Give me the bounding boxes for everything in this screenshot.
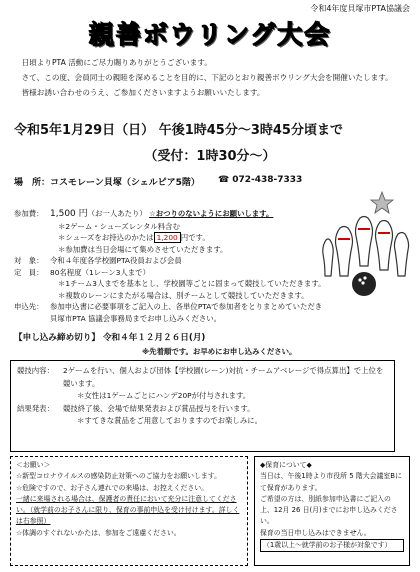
target-label: 対 象： <box>14 256 44 265</box>
intro-line: さて、この度、会員同士の親睦を深めることを目的に、下記のとおり親善ボウリング大会を開催いたします。 <box>21 73 393 82</box>
competition-rules <box>10 360 395 452</box>
content-value: 2ゲームを行い、個人および団体【学校園(レーン)対抗・チームアベレージで得点算出】で上位を競います。 <box>63 366 384 388</box>
result-row <box>17 403 388 416</box>
capacity-note: ＊複数のレーンにまたがる場合は、別チームとして競技していただきます。 <box>58 290 309 300</box>
fee-item: ＊参加費は当日会場にて集めさせていただきます。 <box>58 244 228 254</box>
notice-box <box>10 456 248 566</box>
childcare-box <box>254 456 410 566</box>
target-value: 令和４年度各学校園PTA役員および会員 <box>50 256 182 265</box>
capacity-row <box>14 267 334 279</box>
deadline-date: 令和４年１２月２６日(月) <box>102 333 206 343</box>
content-label: 競技内容： <box>17 366 54 375</box>
venue-name: コスモレーン貝塚（シェルピア5階） <box>50 178 200 188</box>
notice-item: ☆体調のすぐれないかたは、参加をご遠慮ください。 <box>16 528 181 537</box>
event-details <box>14 208 334 324</box>
childcare-text: ご希望の方は、別紙参加申込書にご記入の上、12月 26 日(月)までにお申し込みください。 <box>260 494 398 526</box>
childcare-text: 当日は、午後1時より市役所 5 階大会議室Bにて保育があります。 <box>260 472 402 492</box>
event-datetime: 令和5年1月29日（日） 午後1時45分～3時45分頃まで <box>14 123 343 138</box>
reception-time: （受付：1時30分～） <box>144 149 276 164</box>
organization-name: 令和4年度貝塚市PTA協議会 <box>310 4 410 13</box>
page-title: 親善ボウリング大会 <box>88 20 332 49</box>
fee-row <box>14 208 334 221</box>
fee-amount: 1,500 円 <box>50 209 88 219</box>
shoes-fee: 1,200 <box>154 232 181 243</box>
fee-item: ＊2ゲーム・シューズレンタル料含む <box>58 221 180 231</box>
deadline-label: 【申し込み締め切り】 <box>14 333 100 343</box>
apply-continued: 貝塚市PTA 協議会事務局までお申し込みください。 <box>50 313 222 323</box>
notice-item: ☆危険ですので、お子さん連れでの来場は、お控えください。 <box>16 483 209 492</box>
fee-note: ☆おつりのないようにお願いします。 <box>149 209 274 218</box>
phone-number: 072-438-7333 <box>232 175 303 185</box>
deadline <box>14 332 205 344</box>
notice-title: ＜お願い＞ <box>16 461 51 469</box>
intro-line: 日頃よりPTA 活動にご尽力賜りありがとうございます。 <box>21 58 212 67</box>
handicap-note: ＊女性は1ゲームごとにハンデ20Pが付与されます。 <box>77 391 251 401</box>
apply-label: 申込先： <box>14 302 44 311</box>
shoes-fee-line <box>14 232 334 244</box>
prize-note: ＊すてきな賞品をご用意しておりますのでお楽しみに。 <box>77 416 262 426</box>
capacity-note: ＊1チーム3人までを基本とし、学校園等ごとに固まって競技していただきます。 <box>58 279 326 288</box>
bowling-pins-icon <box>320 188 412 308</box>
childcare-title: ◆保育について◆ <box>260 461 312 469</box>
phone-icon: ☎ <box>218 175 230 185</box>
venue-phone <box>218 175 302 185</box>
shoes-prefix: ＊シューズをお持込のかたは <box>58 233 154 242</box>
result-value: 競技終了後、会場で結果発表および賞品授与を行います。 <box>63 403 255 413</box>
notice-item: ☆新型コロナウイルスの感染防止対策へのご協力をお願いします。 <box>16 472 222 481</box>
notice-item: 一緒に来場される場合は、保護者の責任において充分に注意してください。（就学前のお子さんに限り、保育の事前申込を受け付けます。詳しくは右参照） <box>16 494 240 526</box>
venue-label: 場 所： <box>14 178 51 188</box>
shoes-suffix: 円です。 <box>180 233 210 242</box>
apply-value: 参加申込書に必要事項をご記入の上、各単位PTAで参加者をとりまとめていただき <box>50 302 323 311</box>
capacity-value: 80名程度（1レーン3人まで） <box>50 267 150 277</box>
childcare-text: 保育の当日申し込みはできません。 <box>260 528 371 537</box>
fee-label: 参加費： <box>14 209 44 218</box>
result-label: 結果発表： <box>17 403 54 413</box>
content-row <box>17 365 388 390</box>
fee-per: （お一人あたり） <box>87 209 147 218</box>
target-row <box>14 255 334 267</box>
intro-line: 皆様お誘い合わせのうえ、ご参加くださいますようお願いいたします。 <box>21 88 265 97</box>
intro-text <box>14 55 409 100</box>
deadline-note: ※先着順です。お早めにお申し込みください。 <box>142 347 297 356</box>
venue <box>14 175 200 188</box>
childcare-text: （1歳以上～就学前のお子様が対象です） <box>260 539 404 552</box>
capacity-label: 定 員： <box>14 267 44 277</box>
